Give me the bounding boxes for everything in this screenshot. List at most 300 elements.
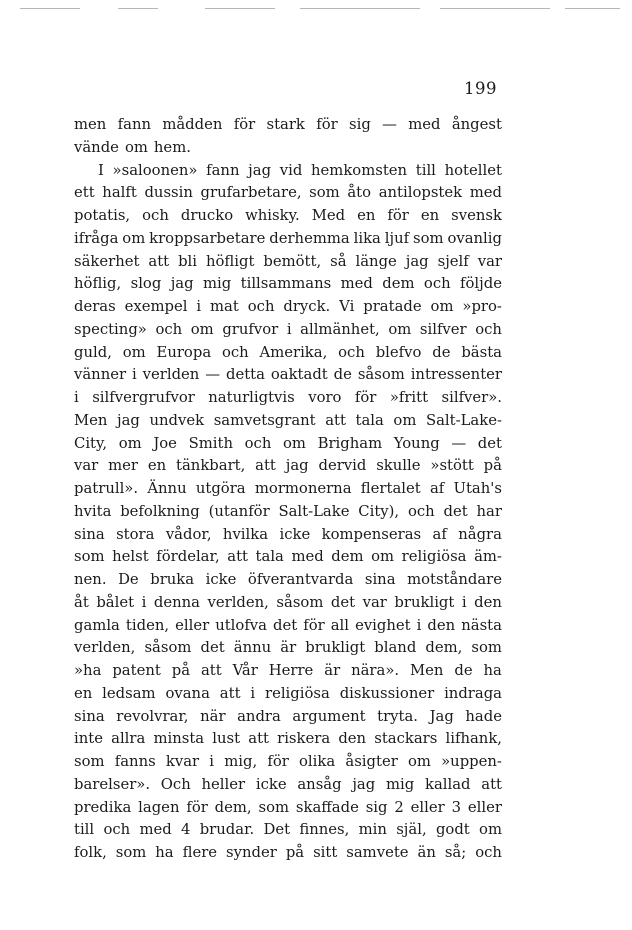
word: att (219, 684, 241, 702)
word: i (416, 616, 422, 634)
word: och (221, 343, 249, 361)
word: indraga (444, 684, 502, 702)
word: sitt (313, 844, 338, 861)
text-line (74, 683, 502, 706)
word: brukligt (394, 593, 455, 611)
word: om (479, 821, 502, 839)
text-line (74, 273, 502, 296)
word: ett (74, 184, 95, 202)
word: om (122, 343, 146, 361)
text-line (74, 205, 502, 228)
word: silfver (419, 320, 467, 338)
text-line (74, 751, 502, 774)
word: stackars (374, 730, 438, 748)
text-line (74, 342, 502, 365)
word: guld, (74, 343, 112, 361)
word: för (316, 116, 338, 133)
word: att (200, 662, 222, 679)
text-line (74, 728, 502, 751)
word: motståndare (407, 571, 502, 588)
word: och (407, 502, 435, 520)
word: inte (74, 730, 103, 748)
word: de (333, 366, 352, 384)
word: »uppen- (441, 753, 502, 770)
word: allmänhet, (300, 320, 380, 338)
word: »pro- (462, 298, 502, 315)
word: silfver». (441, 389, 502, 406)
word: Herre (268, 662, 314, 679)
word: — (382, 116, 397, 133)
word: fann (206, 161, 240, 179)
word: med (340, 275, 373, 293)
word: när (200, 707, 226, 725)
word: är (324, 662, 341, 679)
word: »saloonen» (112, 161, 198, 179)
word: det (477, 434, 502, 452)
word: helst (112, 548, 149, 566)
word: i (132, 366, 137, 384)
word: tala (355, 411, 384, 429)
word: kroppsarbetare (149, 229, 266, 247)
word: om (393, 411, 417, 429)
word: höflig, (74, 275, 122, 293)
word: antilopstek (378, 184, 463, 202)
word: ha (483, 662, 502, 679)
word: dem (331, 548, 364, 566)
word: De (118, 571, 139, 588)
word: om (371, 548, 395, 566)
word: religiösa (265, 684, 330, 702)
word: mig, (224, 753, 258, 770)
word: godt (435, 821, 470, 839)
text-line (74, 637, 502, 660)
word: kompenseras (321, 525, 422, 543)
word: Amerika, (259, 343, 328, 361)
word: om (283, 434, 306, 452)
word: om (407, 753, 431, 770)
text-line (74, 546, 502, 569)
word: svensk (451, 207, 502, 224)
word: brukligt (305, 639, 366, 657)
word: patrull». (74, 480, 139, 497)
word: utgöra (195, 480, 246, 497)
word: blefvo (375, 343, 422, 361)
word: jag (352, 775, 376, 793)
word: hvilka (222, 525, 269, 543)
text-line (74, 706, 502, 729)
word: om (118, 434, 142, 452)
text-line (74, 842, 502, 865)
text-line (74, 319, 502, 342)
word: Det (263, 821, 291, 839)
word: naturligtvis (208, 389, 295, 406)
scan-top-edge (0, 0, 632, 16)
text-line (74, 387, 502, 410)
word: för (387, 207, 409, 224)
word: dryck. (283, 298, 331, 315)
word: och (244, 434, 272, 452)
word: Vår (232, 662, 258, 679)
word: undvek (149, 411, 205, 429)
word: — (451, 434, 467, 452)
word: jag (285, 457, 309, 475)
word: i (461, 593, 467, 611)
word: ansåg (297, 775, 342, 793)
word: »stött (430, 457, 474, 475)
word: Men (410, 662, 444, 679)
text-line (74, 296, 502, 319)
word: stark (266, 116, 305, 133)
word: att (255, 457, 276, 475)
word: dem, (425, 639, 463, 657)
word: Vi (339, 298, 355, 315)
word: flere (182, 844, 218, 861)
word: som (115, 844, 147, 861)
word: 4 (181, 821, 191, 839)
word: dem, (214, 798, 252, 816)
word: ångest (451, 116, 502, 133)
word: att (481, 775, 502, 793)
word: med (291, 548, 324, 566)
word: att (227, 548, 248, 566)
word: att (248, 730, 269, 748)
word: länge (355, 252, 397, 270)
word: säkerhet (74, 252, 140, 270)
word: om (124, 138, 148, 156)
word: sig (349, 116, 371, 133)
word: och (423, 275, 451, 293)
word: silfvergrufvor (92, 389, 195, 406)
word: jag (405, 252, 429, 270)
word: 2 (394, 798, 404, 816)
word: icke (255, 775, 287, 793)
word: min (358, 821, 387, 839)
word: att (325, 411, 346, 429)
word: sina (74, 707, 105, 725)
word: Salt-Lake (278, 502, 350, 520)
word: nästa (461, 616, 502, 634)
word: skaffade (295, 798, 359, 816)
word: om (430, 298, 454, 315)
word: grufvor (222, 320, 279, 338)
word: dervid (318, 457, 367, 475)
text-line (74, 524, 502, 547)
word: den (474, 593, 502, 611)
word: på (171, 662, 191, 679)
word: det (273, 616, 298, 634)
word: öfverantvarda (247, 571, 354, 588)
word: Young (393, 434, 440, 452)
word: mig (385, 775, 415, 793)
word: som (74, 753, 105, 770)
word: exempel (124, 298, 188, 315)
word: mormonerna (254, 480, 352, 497)
word: eller (175, 616, 210, 634)
word: om (122, 229, 146, 247)
word: hem. (153, 138, 191, 156)
word: vänner (74, 366, 127, 384)
word: i (250, 684, 256, 702)
word: slog (130, 275, 162, 293)
word: bli (178, 252, 198, 270)
word: ovana (165, 684, 210, 702)
word: dussin (144, 184, 193, 202)
word: vände (74, 138, 119, 156)
body-text (74, 114, 502, 865)
word: fanns (114, 753, 156, 770)
word: lifhank, (445, 730, 502, 748)
word: diskussioner (339, 684, 435, 702)
word: har (476, 502, 502, 520)
word: vådor, (165, 525, 212, 543)
word: skulle (376, 457, 421, 475)
word: hotellet (444, 161, 502, 179)
word: sina (364, 571, 396, 588)
word: för (233, 116, 256, 133)
word: brudar. (199, 821, 255, 839)
word: minsta (153, 730, 205, 748)
word: Ännu (147, 480, 187, 497)
word: än (417, 844, 436, 861)
word: följde (460, 275, 502, 293)
word: som (258, 798, 290, 816)
word: åsigter (345, 753, 398, 770)
word: ifråga (74, 229, 119, 247)
word: så (330, 252, 347, 270)
text-line (74, 137, 502, 160)
word: nen. (74, 571, 107, 588)
word: allra (111, 730, 146, 748)
word: men (74, 116, 107, 133)
word: eller (410, 798, 445, 816)
word: vid (279, 161, 303, 179)
word: i (141, 593, 147, 611)
word: eller (467, 798, 502, 816)
word: detta (225, 366, 265, 384)
word: stora (116, 525, 155, 543)
word: whisky. (245, 207, 300, 224)
word: jag (117, 411, 140, 429)
word: ovanlig (447, 229, 502, 247)
word: dem (382, 275, 415, 293)
word: tänkbart, (176, 457, 246, 475)
word: med (139, 821, 172, 839)
word: deras (74, 298, 116, 315)
word: City), (358, 502, 400, 520)
word: Salt-Lake- (425, 411, 502, 429)
word: mer (108, 457, 138, 475)
text-line (74, 410, 502, 433)
word: (utanför (208, 502, 270, 520)
word: ljuf (384, 229, 410, 247)
word: så; (444, 844, 467, 861)
word: potatis, (74, 207, 131, 224)
word: såsom (276, 593, 324, 611)
word: kvar (165, 753, 200, 770)
word: ha (155, 844, 174, 861)
word: jag (248, 161, 272, 179)
word: och (475, 844, 502, 861)
word: en (147, 457, 167, 475)
word: Joe (153, 434, 177, 452)
word: jag (170, 275, 194, 293)
word: af (429, 480, 445, 497)
text-line (74, 592, 502, 615)
word: religiösa (401, 548, 467, 566)
word: till (74, 821, 95, 839)
word: hade (465, 707, 502, 725)
word: för (303, 616, 325, 634)
word: kallad (424, 775, 471, 793)
word: oaktadt (270, 366, 328, 384)
word: icke (279, 525, 311, 543)
word: om (190, 320, 214, 338)
word: ledsam (102, 684, 156, 702)
word: för (186, 798, 208, 816)
word: en (74, 684, 93, 702)
word: »fritt (389, 389, 429, 406)
word: drucko (180, 207, 234, 224)
word: med (408, 116, 441, 133)
word: mat (210, 298, 239, 315)
word: Utah's (453, 480, 502, 497)
word: med (469, 184, 502, 202)
word: revolvrar, (116, 707, 189, 725)
word: såsom (357, 366, 405, 384)
word: utlofva (215, 616, 267, 634)
word: såsom (144, 639, 192, 657)
word: som (471, 639, 502, 657)
word: sjelf (437, 252, 469, 270)
word: evighet (355, 616, 411, 634)
word: äm- (474, 548, 502, 566)
word: mig (203, 275, 232, 293)
word: bruka (150, 571, 195, 588)
text-line (74, 478, 502, 501)
word: tillsammans (240, 275, 332, 293)
word: hemkomsten (311, 161, 408, 179)
word: det (330, 593, 356, 611)
word: en (420, 207, 440, 224)
word: som (74, 548, 105, 566)
word: denna (153, 593, 200, 611)
word: var (74, 457, 99, 475)
word: synder (226, 844, 277, 861)
word: sina (74, 525, 105, 543)
word: samvetsgrant (213, 411, 316, 429)
word: till (415, 161, 436, 179)
word: lagen (138, 798, 180, 816)
word: och (338, 343, 365, 361)
word: Men (74, 411, 108, 429)
word: var (362, 593, 387, 611)
text-line (74, 819, 502, 842)
word: befolkning (120, 502, 200, 520)
word: bemött, (263, 252, 322, 270)
word: det (200, 639, 225, 657)
text-line (74, 774, 502, 797)
text-line (74, 114, 502, 137)
text-line (74, 660, 502, 683)
word: och (475, 320, 502, 338)
word: I (98, 161, 104, 179)
word: City, (74, 434, 108, 452)
word: heller (201, 775, 246, 793)
word: lika (353, 229, 381, 247)
word: i (196, 298, 202, 315)
word: predika (74, 798, 132, 816)
text-line (74, 433, 502, 456)
word: finnes, (299, 821, 350, 839)
word: Med (311, 207, 346, 224)
word: halft (102, 184, 137, 202)
word: i (209, 753, 215, 770)
word: derhemma (269, 229, 350, 247)
text-line (74, 228, 502, 251)
word: och (247, 298, 275, 315)
text-line (74, 160, 502, 183)
word: intressenter (410, 366, 502, 384)
text-line (74, 251, 502, 274)
word: tiden, (125, 616, 170, 634)
word: patent (112, 662, 161, 679)
text-line (74, 797, 502, 820)
word: all (330, 616, 350, 634)
word: sig (365, 798, 388, 816)
text-line (74, 455, 502, 478)
word: — (205, 366, 221, 384)
word: bland (374, 639, 417, 657)
word: argument (292, 707, 366, 725)
word: pratade (363, 298, 422, 315)
word: barelser». (74, 775, 151, 793)
word: de (454, 662, 473, 679)
word: åto (347, 184, 372, 202)
word: några (458, 525, 502, 543)
word: på (483, 457, 502, 475)
word: bästa (461, 343, 502, 361)
word: icke (205, 571, 237, 588)
page-number: 199 (464, 79, 497, 98)
word: i (286, 320, 292, 338)
word: folk, (74, 844, 107, 861)
word: den (338, 730, 367, 748)
word: riskera (277, 730, 331, 748)
word: och (155, 320, 183, 338)
word: lust (212, 730, 241, 748)
word: flertalet (360, 480, 421, 497)
word: för (354, 389, 377, 406)
word: om (388, 320, 412, 338)
word: samvete (346, 844, 409, 861)
word: den (427, 616, 456, 634)
word: grufarbetare, (200, 184, 302, 202)
word: bålet (96, 593, 135, 611)
word: af (432, 525, 447, 543)
text-line (74, 501, 502, 524)
word: tala (255, 548, 284, 566)
word: verlden, (74, 639, 136, 657)
word: själ, (396, 821, 427, 839)
word: nära». (351, 662, 400, 679)
text-line (74, 364, 502, 387)
word: Smith (188, 434, 233, 452)
word: gamla (74, 616, 120, 634)
word: fördelar, (156, 548, 220, 566)
word: 3 (451, 798, 462, 816)
word: som (309, 184, 340, 202)
word: för (267, 753, 289, 770)
